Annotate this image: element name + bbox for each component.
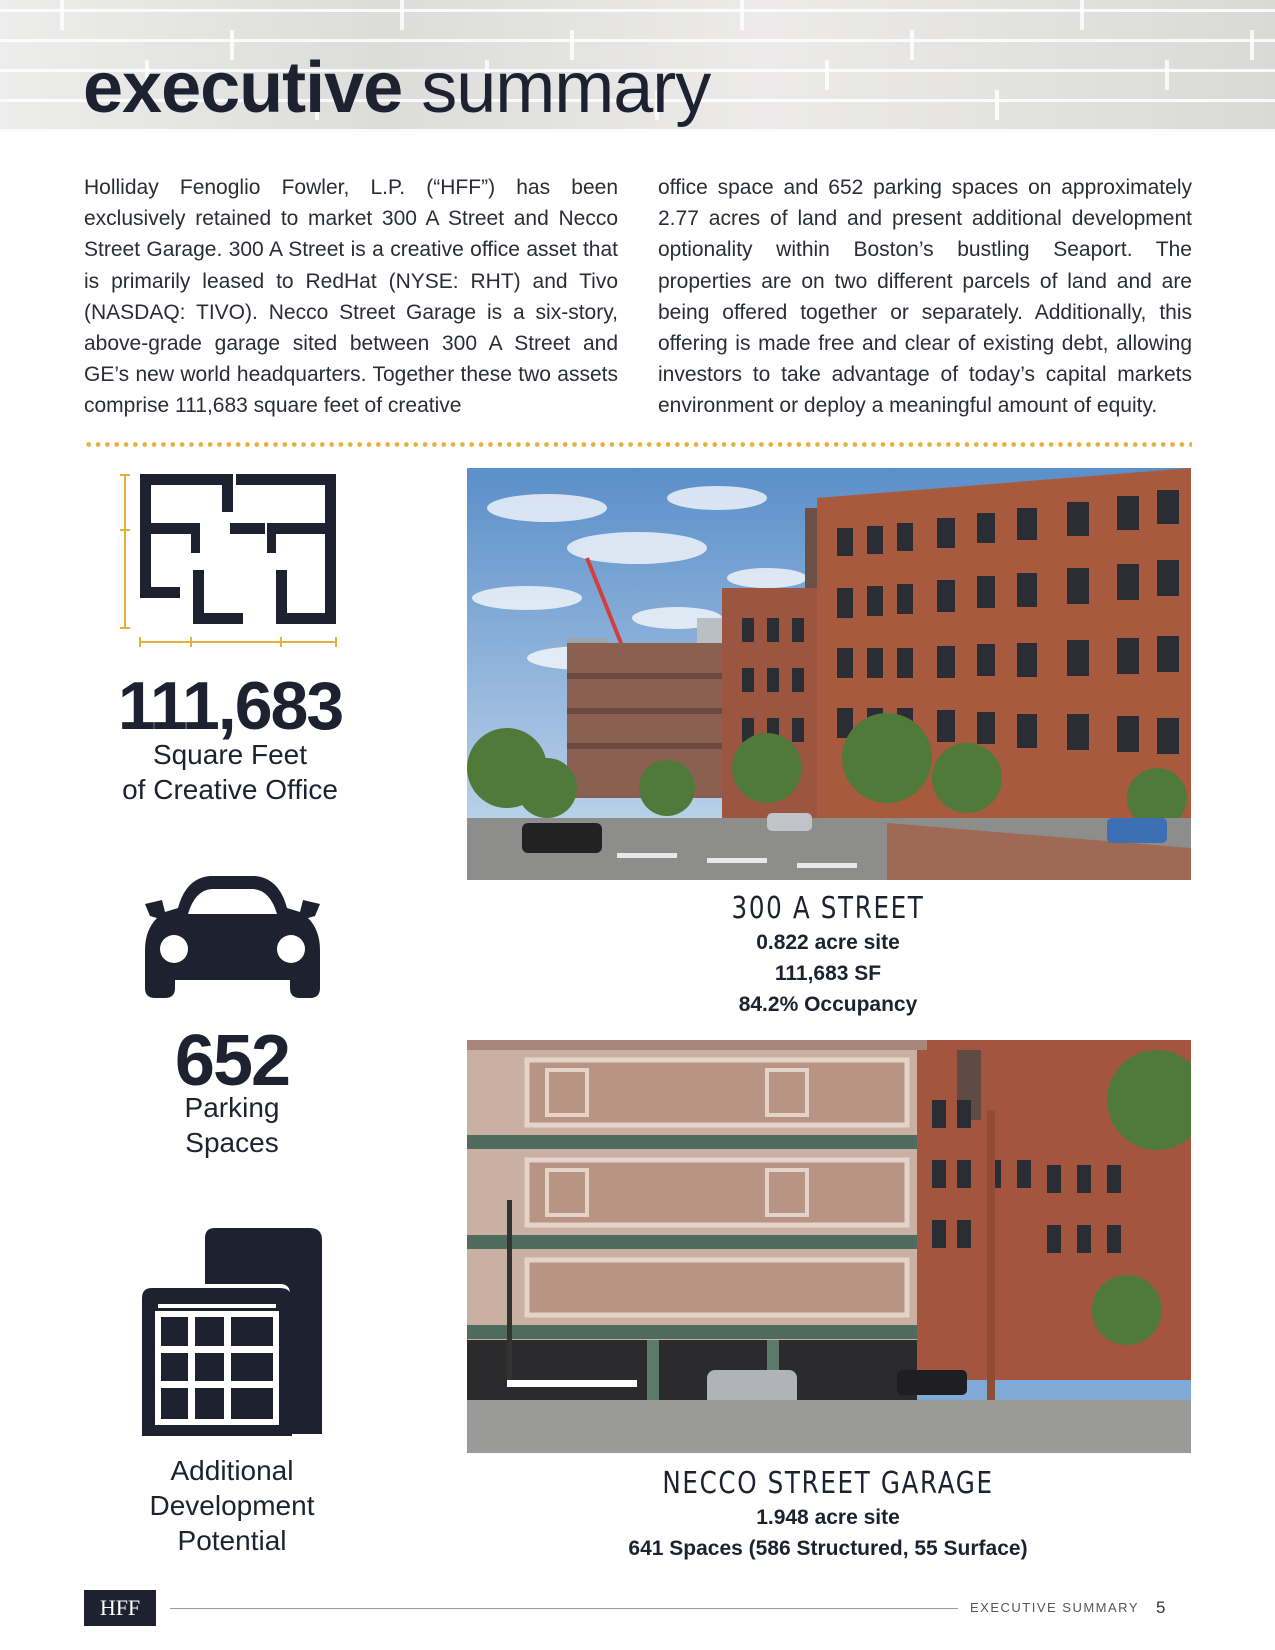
footer-section-label: EXECUTIVE SUMMARY	[970, 1600, 1140, 1615]
sqft-label-line-1: Square Feet	[152, 739, 308, 770]
property-sf-300-a-street: 111,683 SF	[774, 962, 882, 985]
intro-column-1: Holliday Fenoglio Fowler, L.P. (“HFF”) has been exclusively retained to market 300 A Street and Necco Street Garage. 300 A Street is a creative office asset that is primarily leased to RedHat (NYSE: RHT) and Tivo (NASDAQ: TIVO). Necco Street Garage is a six-story, above-grade garage sited between 300 A Street and GE’s new world headquarters. Together these two assets comprise 111,683 square feet of creative	[84, 176, 618, 418]
property-acreage-necco-street-garage: 1.948 acre site	[756, 1506, 900, 1529]
intro-text	[84, 172, 1192, 422]
page-title	[83, 48, 711, 128]
page-title-bold: executive	[83, 48, 403, 128]
sqft-number: 111,683	[117, 668, 343, 744]
parking-number: 652	[174, 1021, 290, 1101]
dotted-divider	[84, 442, 1192, 447]
development-label-line-2: Development	[149, 1490, 315, 1521]
intro-column-2: office space and 652 parking spaces on approximately 2.77 acres of land and present additional development optionality within Boston’s bustling Seaport. The properties are on two different parcels of land and are being offered together or separately. Additionally, this offering is made free and clear of existing debt, allowing investors to take advantage of today’s capital markets environment or deploy a meaningful amount of equity.	[658, 176, 1192, 418]
buildings-icon	[140, 1226, 325, 1441]
property-spaces-necco-street-garage: 641 Spaces (586 Structured, 55 Surface)	[628, 1537, 1028, 1560]
property-acreage-300-a-street: 0.822 acre site	[756, 931, 900, 954]
parking-label-line-2: Spaces	[185, 1127, 279, 1158]
development-label-line-3: Potential	[177, 1525, 287, 1556]
sqft-label	[95, 737, 365, 807]
sqft-label-line-2: of Creative Office	[122, 774, 338, 805]
page-number: 5	[1156, 1598, 1166, 1617]
property-occupancy-300-a-street: 84.2% Occupancy	[738, 993, 918, 1016]
caption-necco-street-garage	[463, 1466, 1193, 1564]
floor-plan-icon	[118, 470, 343, 655]
page-title-light: summary	[421, 48, 711, 128]
development-label	[97, 1453, 367, 1558]
hff-logo: HFF	[84, 1590, 156, 1626]
photo-300-a-street	[467, 468, 1191, 880]
property-name-necco-street-garage: NECCO STREET GARAGE	[662, 1466, 994, 1501]
parking-label	[112, 1090, 352, 1160]
footer-rule	[170, 1608, 958, 1609]
photo-necco-street-garage	[467, 1040, 1191, 1453]
caption-300-a-street	[463, 891, 1193, 1020]
development-label-line-1: Additional	[170, 1455, 294, 1486]
car-icon	[140, 870, 325, 1005]
property-name-300-a-street: 300 A STREET	[731, 891, 925, 926]
parking-label-line-1: Parking	[184, 1092, 280, 1123]
